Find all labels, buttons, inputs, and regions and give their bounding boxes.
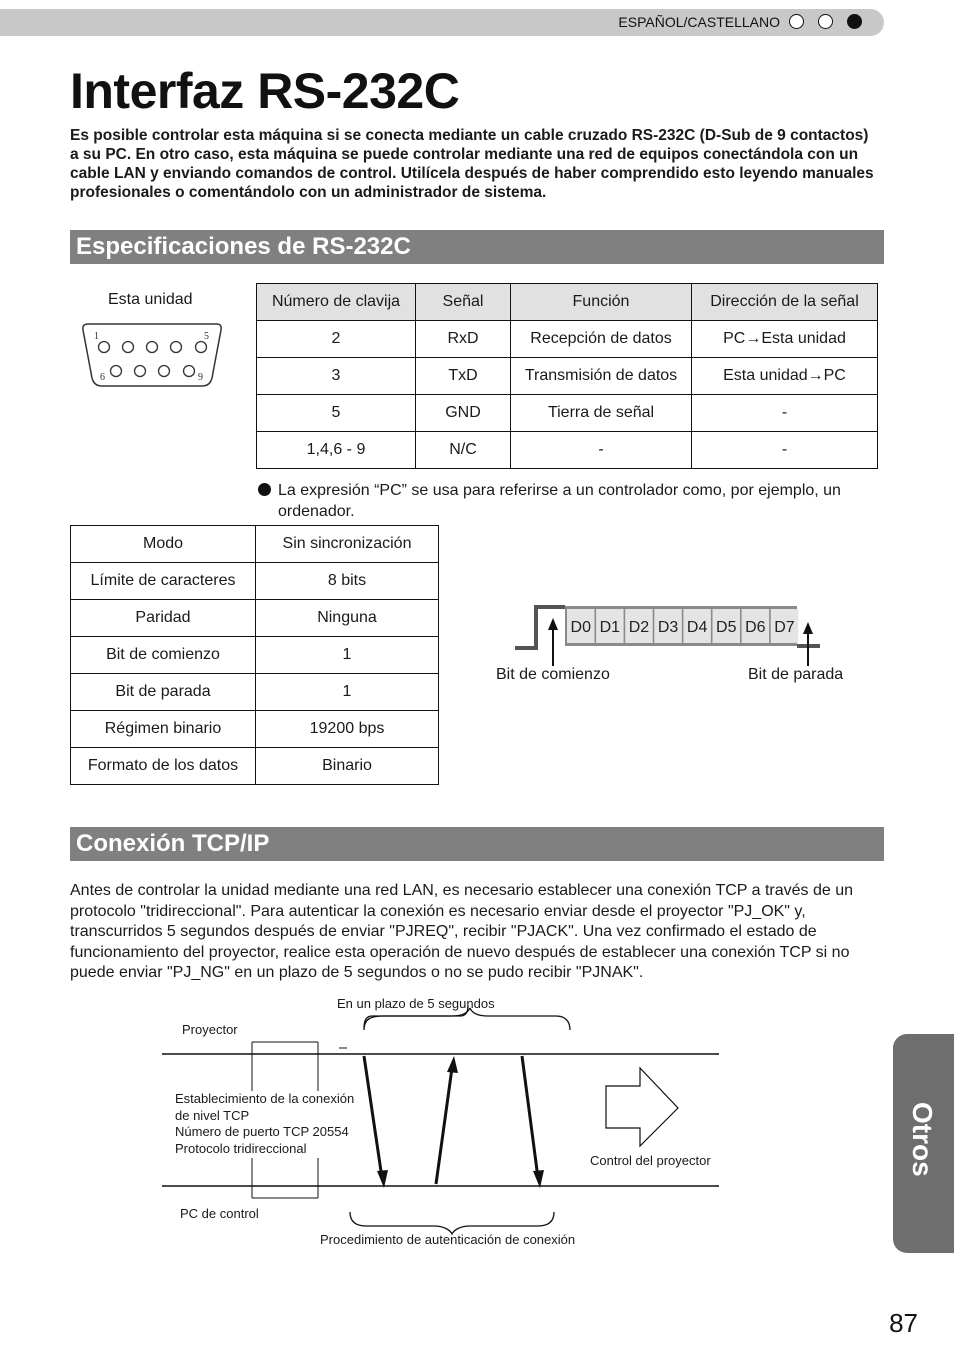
bit-label-d0: D0 xyxy=(570,619,591,636)
table-cell: N/C xyxy=(416,432,511,469)
table-cell: GND xyxy=(416,395,511,432)
pin-6-label: 6 xyxy=(100,372,105,383)
page-number: 87 xyxy=(889,1308,918,1338)
pc-note: La expresión “PC” se usa para referirse a un controlador como, por ejemplo, un ordenador. xyxy=(278,482,841,520)
projector-control-label: Control del proyector xyxy=(590,1153,711,1168)
table-cell: - xyxy=(692,395,878,432)
auth-procedure-label: Procedimiento de autenticación de conexión xyxy=(320,1232,576,1247)
table-cell: 8 bits xyxy=(256,563,439,600)
pin-5-label: 5 xyxy=(204,331,209,342)
side-tab-label: Otros xyxy=(907,1102,938,1177)
table-cell: Régimen binario xyxy=(71,711,256,748)
language-bar xyxy=(0,9,884,36)
table-cell: RxD xyxy=(416,321,511,358)
bit-label-d3: D3 xyxy=(657,619,679,636)
language-label: ESPAÑOL/CASTELLANO xyxy=(618,14,780,30)
table-cell: 1,4,6 - 9 xyxy=(257,432,416,469)
rs232c-pin-table xyxy=(256,283,878,469)
section-heading-rs232c-spec: Especificaciones de RS-232C xyxy=(70,230,884,264)
header-function: Función xyxy=(511,284,692,321)
table-cell: Formato de los datos xyxy=(71,748,256,785)
page-title: Interfaz RS-232C xyxy=(70,63,460,119)
bullet-icon xyxy=(258,483,271,496)
bit-label-d5: D5 xyxy=(716,619,737,636)
serial-frame-diagram xyxy=(510,600,830,670)
table-cell: PC→Esta unidad xyxy=(692,321,878,358)
table-cell: 5 xyxy=(257,395,416,432)
bit-label-d7: D7 xyxy=(774,619,795,636)
language-indicator-2 xyxy=(818,14,833,29)
table-cell: - xyxy=(511,432,692,469)
tcp-establishment-text xyxy=(175,1091,354,1157)
bit-label-d6: D6 xyxy=(745,619,766,636)
serial-settings-table xyxy=(70,525,439,785)
control-pc-label: PC de control xyxy=(180,1206,259,1221)
header-signal: Señal xyxy=(416,284,511,321)
table-cell: Bit de comienzo xyxy=(71,637,256,674)
header-pin-number: Número de clavija xyxy=(257,284,416,321)
table-cell: Bit de parada xyxy=(71,674,256,711)
intro-paragraph: Es posible controlar esta máquina si se conecta mediante un cable cruzado RS-232C (D-Sub de 9 contactos) a su PC. En otro caso, esta máquina se puede controlar mediante una red de equipos conectándola con un cable LAN y enviando comandos de control. Utilícela después de haber comprendido esto leyendo manuales profesionales o comentándolo con un administrador de sistema. xyxy=(70,127,874,201)
pin-9-label: 9 xyxy=(198,372,203,383)
stop-bit-label: Bit de parada xyxy=(748,666,844,683)
header-signal-direction: Dirección de la señal xyxy=(692,284,878,321)
establish-line: Establecimiento de la conexión xyxy=(175,1091,355,1106)
bit-label-d1: D1 xyxy=(599,619,621,636)
table-cell: Recepción de datos xyxy=(511,321,692,358)
language-indicator-1 xyxy=(789,14,804,29)
section-heading-tcp-ip: Conexión TCP/IP xyxy=(70,827,884,861)
bit-label-d2: D2 xyxy=(628,619,650,636)
projector-label: Proyector xyxy=(182,1022,238,1037)
table-cell: Ninguna xyxy=(256,600,439,637)
table-cell: 1 xyxy=(256,674,439,711)
table-cell: 2 xyxy=(257,321,416,358)
table-cell: Tierra de señal xyxy=(511,395,692,432)
table-cell: Esta unidad→PC xyxy=(692,358,878,395)
table-cell: 1 xyxy=(256,637,439,674)
language-indicator-3-active xyxy=(847,14,862,29)
table-cell: Sin sincronización xyxy=(256,526,439,563)
table-cell: 3 xyxy=(257,358,416,395)
table-cell: Modo xyxy=(71,526,256,563)
table-cell: 19200 bps xyxy=(256,711,439,748)
table-cell: Límite de caracteres xyxy=(71,563,256,600)
dsub9-connector-icon xyxy=(80,318,225,392)
establish-line: Protocolo tridireccional xyxy=(175,1140,307,1156)
table-cell: Transmisión de datos xyxy=(511,358,692,395)
establish-line: Número de puerto TCP 20554 xyxy=(175,1124,349,1139)
tcp-paragraph: Antes de controlar la unidad mediante una red LAN, es necesario establecer una conexión TCP a través de un protocolo "tridireccional". Para autenticar la conexión es necesario enviar desde el proyector "PJ_OK" y, transcurridos 5 segundos después de enviar "PJREQ", recibir "PJACK". Una vez confirmado el estado de funcionamiento del proyector, realice esta operación de nuevo después de establecer una conexión TCP si no puede enviar "PJ_NG" en un plazo de 5 segundos o no se pudo recibir "PJNAK". xyxy=(70,882,854,982)
table-cell: Binario xyxy=(256,748,439,785)
bit-label-d4: D4 xyxy=(686,619,708,636)
table-cell: TxD xyxy=(416,358,511,395)
start-bit-label: Bit de comienzo xyxy=(496,666,610,683)
establish-line: de nivel TCP xyxy=(175,1107,250,1123)
within-5-seconds-label: En un plazo de 5 segundos xyxy=(337,996,495,1011)
connector-label: Esta unidad xyxy=(108,291,193,308)
pin-1-label: 1 xyxy=(94,331,99,342)
table-cell: - xyxy=(692,432,878,469)
table-cell: Paridad xyxy=(71,600,256,637)
